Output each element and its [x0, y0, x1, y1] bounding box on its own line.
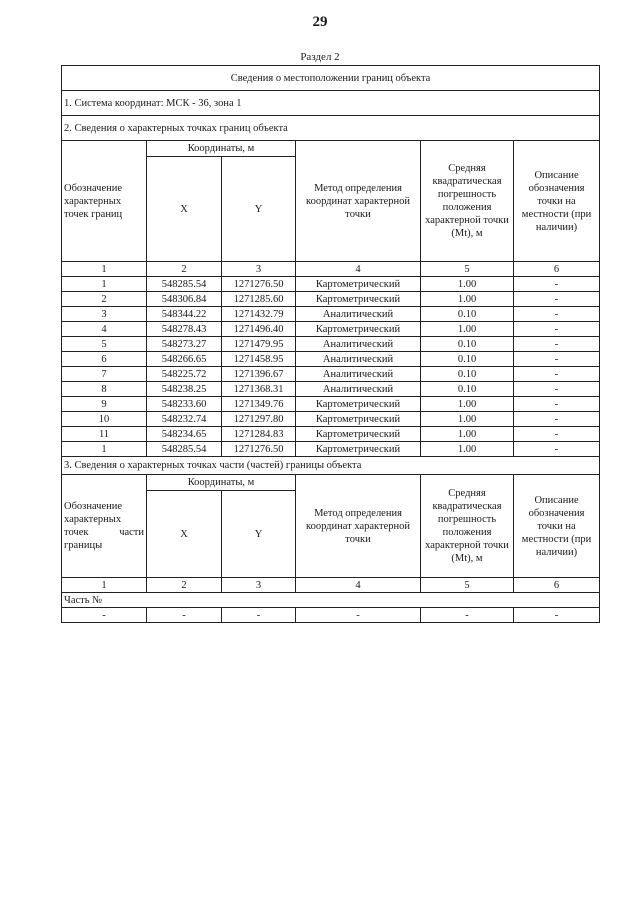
- table-cell: 548285.54: [147, 442, 222, 457]
- table-cell: 548238.25: [147, 382, 222, 397]
- table-cell: 0.10: [421, 352, 514, 367]
- table-cell: 548273.27: [147, 337, 222, 352]
- table-cell: Аналитический: [296, 367, 421, 382]
- section1-column-numbers: [62, 262, 600, 277]
- table-row: [62, 352, 600, 367]
- table-cell: 1271297.80: [222, 412, 296, 427]
- header-x: X: [147, 157, 222, 262]
- table-row: [62, 367, 600, 382]
- table-cell: -: [514, 322, 600, 337]
- table-cell: 4: [62, 322, 147, 337]
- table-cell: Аналитический: [296, 382, 421, 397]
- table-cell: 548266.65: [147, 352, 222, 367]
- header-designation-line: Обозначение: [64, 501, 123, 512]
- table-cell: 0.10: [421, 382, 514, 397]
- table-cell: 1271479.95: [222, 337, 296, 352]
- table-row: [62, 307, 600, 322]
- header-designation-line: точек части: [64, 527, 144, 538]
- header-error: Средняя квадратическая погрешность положения характерной точки (Mt), м: [421, 141, 514, 262]
- coordinate-system: 1. Система координат: МСК - 36, зона 1: [62, 91, 600, 116]
- table-cell: Аналитический: [296, 337, 421, 352]
- header-description: Описание обозначения точки на местности (при наличии): [514, 141, 600, 262]
- page-number: 29: [312, 14, 328, 30]
- table-cell: 0.10: [421, 367, 514, 382]
- column-number: 4: [296, 578, 421, 593]
- section1-title: 2. Сведения о характерных точках границ объекта: [62, 116, 600, 141]
- table-cell: -: [514, 352, 600, 367]
- table-row: [62, 322, 600, 337]
- column-number: 3: [222, 578, 296, 593]
- table-cell: -: [514, 412, 600, 427]
- header-x-part: X: [147, 491, 222, 578]
- table-cell: Аналитический: [296, 352, 421, 367]
- table-cell: -: [514, 608, 600, 623]
- table-cell: 1271458.95: [222, 352, 296, 367]
- table-cell: 548278.43: [147, 322, 222, 337]
- header-method-part: Метод определения координат характерной точки: [296, 475, 421, 578]
- table-cell: -: [62, 608, 147, 623]
- table-cell: -: [514, 367, 600, 382]
- table-cell: -: [222, 608, 296, 623]
- table-cell: 1.00: [421, 277, 514, 292]
- table-cell: Картометрический: [296, 292, 421, 307]
- table-row: [62, 337, 600, 352]
- table-cell: 1.00: [421, 412, 514, 427]
- table-cell: 548344.22: [147, 307, 222, 322]
- table-cell: 1271285.60: [222, 292, 296, 307]
- table-cell: 548225.72: [147, 367, 222, 382]
- table-cell: 0.10: [421, 337, 514, 352]
- table-row: [62, 442, 600, 457]
- table-cell: 0.10: [421, 307, 514, 322]
- table-cell: Картометрический: [296, 412, 421, 427]
- table-cell: 5: [62, 337, 147, 352]
- table-cell: 3: [62, 307, 147, 322]
- table-row: [62, 292, 600, 307]
- table-cell: 548233.60: [147, 397, 222, 412]
- table-cell: Картометрический: [296, 322, 421, 337]
- column-number: 6: [514, 262, 600, 277]
- header-error-part: Средняя квадратическая погрешность положения характерной точки (Mt), м: [421, 475, 514, 578]
- section2-column-numbers: [62, 578, 600, 593]
- table-cell: 2: [62, 292, 147, 307]
- table-cell: Картометрический: [296, 442, 421, 457]
- table-cell: 1.00: [421, 322, 514, 337]
- header-designation-line: границы: [64, 540, 103, 551]
- column-number: 1: [62, 262, 147, 277]
- table-cell: 1271432.79: [222, 307, 296, 322]
- column-number: 2: [147, 262, 222, 277]
- table-cell: 1.00: [421, 442, 514, 457]
- column-number: 5: [421, 262, 514, 277]
- table-cell: 548232.74: [147, 412, 222, 427]
- table-cell: Картометрический: [296, 277, 421, 292]
- table-cell: 1: [62, 442, 147, 457]
- section2-title: 3. Сведения о характерных точках части (частей) границы объекта: [62, 457, 600, 475]
- header-coordinates-part: Координаты, м: [147, 475, 296, 491]
- part-label: Часть №: [62, 593, 600, 608]
- table-cell: Картометрический: [296, 397, 421, 412]
- table-cell: Аналитический: [296, 307, 421, 322]
- table-cell: 8: [62, 382, 147, 397]
- header-designation-part: [62, 475, 147, 578]
- boundary-table: [61, 65, 600, 623]
- table-cell: 10: [62, 412, 147, 427]
- column-number: 3: [222, 262, 296, 277]
- table-row: [62, 427, 600, 442]
- table-cell: 1.00: [421, 397, 514, 412]
- table-row: [62, 608, 600, 623]
- table-cell: 1.00: [421, 427, 514, 442]
- table-cell: -: [514, 307, 600, 322]
- header-method: Метод определения координат характерной точки: [296, 141, 421, 262]
- column-number: 4: [296, 262, 421, 277]
- table-cell: 548285.54: [147, 277, 222, 292]
- table-cell: 1271496.40: [222, 322, 296, 337]
- table-cell: -: [514, 292, 600, 307]
- table-cell: -: [296, 608, 421, 623]
- table-row: [62, 277, 600, 292]
- table-cell: 548234.65: [147, 427, 222, 442]
- table-cell: 1271276.50: [222, 442, 296, 457]
- section-label: Раздел 2: [300, 51, 340, 63]
- table-cell: -: [514, 382, 600, 397]
- table-cell: 548306.84: [147, 292, 222, 307]
- header-y: Y: [222, 157, 296, 262]
- table-row: [62, 412, 600, 427]
- header-y-part: Y: [222, 491, 296, 578]
- table-cell: -: [514, 442, 600, 457]
- table-cell: 11: [62, 427, 147, 442]
- table-cell: -: [147, 608, 222, 623]
- table-cell: 1271349.76: [222, 397, 296, 412]
- table-cell: -: [514, 277, 600, 292]
- table-cell: 7: [62, 367, 147, 382]
- table-cell: -: [514, 397, 600, 412]
- table-cell: 1271396.67: [222, 367, 296, 382]
- table-row: [62, 397, 600, 412]
- table-row: [62, 382, 600, 397]
- table-cell: 6: [62, 352, 147, 367]
- table-cell: 9: [62, 397, 147, 412]
- header-coordinates: Координаты, м: [147, 141, 296, 157]
- table-cell: 1271284.83: [222, 427, 296, 442]
- column-number: 1: [62, 578, 147, 593]
- table-cell: -: [514, 427, 600, 442]
- table-cell: -: [421, 608, 514, 623]
- column-number: 5: [421, 578, 514, 593]
- table-cell: Картометрический: [296, 427, 421, 442]
- column-number: 2: [147, 578, 222, 593]
- header-designation: Обозначение характерных точек границ: [62, 141, 147, 262]
- table-cell: 1.00: [421, 292, 514, 307]
- table-cell: 1271368.31: [222, 382, 296, 397]
- table-title: Сведения о местоположении границ объекта: [62, 66, 600, 91]
- header-designation-line: характерных: [64, 514, 122, 525]
- header-description-part: Описание обозначения точки на местности (при наличии): [514, 475, 600, 578]
- table-cell: 1271276.50: [222, 277, 296, 292]
- column-number: 6: [514, 578, 600, 593]
- table-cell: -: [514, 337, 600, 352]
- table-cell: 1: [62, 277, 147, 292]
